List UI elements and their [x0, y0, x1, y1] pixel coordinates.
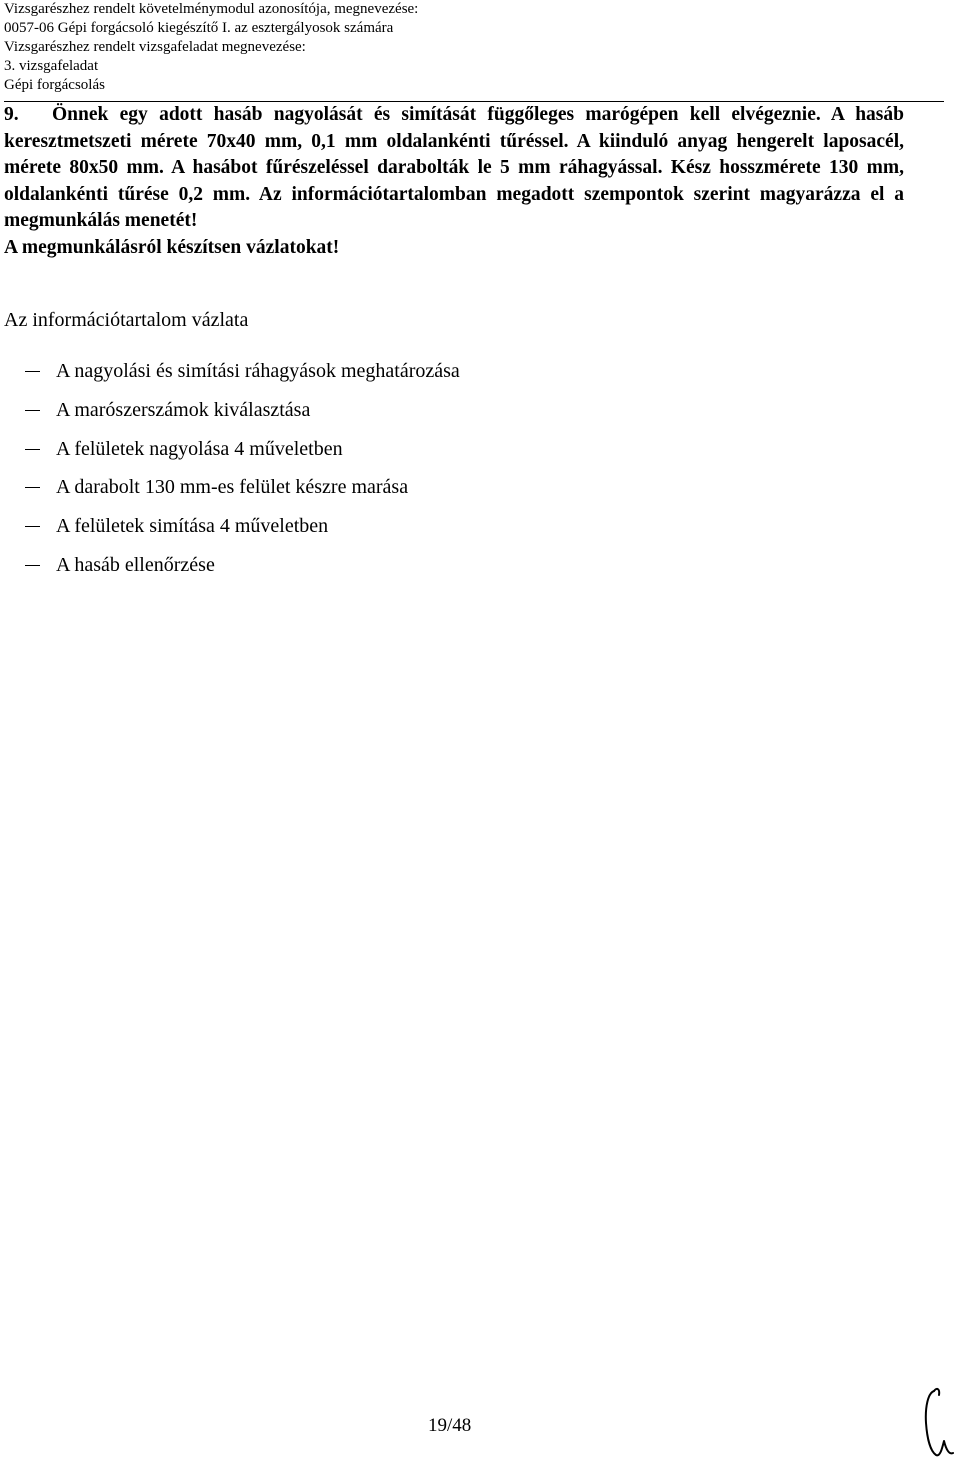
list-item-text: A felületek nagyolása 4 műveletben	[56, 437, 343, 460]
dash-bullet-icon	[25, 565, 40, 566]
signature-icon	[920, 1383, 956, 1461]
header-line-task-label: Vizsgarészhez rendelt vizsgafeladat megnevezése:	[4, 39, 306, 55]
header-line-module-code: 0057-06 Gépi forgácsoló kiegészítő I. az esztergályosok számára	[4, 20, 394, 36]
task-text: Önnek egy adott hasáb nagyolását és simítását függőleges marógépen kell elvégeznie. A hasáb keresztmetszeti mérete 70x40 mm, 0,1 mm oldalankénti tűréssel. A kiinduló anyag hengerelt laposacél, mérete 80x50 mm. A hasábot fűrészeléssel darabolták le 5 mm ráhagyással. Kész hosszmérete 130 mm, oldalankénti tűrése 0,2 mm. Az információtartalomban megadott szempontok szerint magyarázza el a megmunkálás menetét!	[4, 104, 904, 232]
list-item	[25, 397, 460, 436]
list-item-text: A hasáb ellenőrzése	[56, 553, 215, 576]
dash-bullet-icon	[25, 526, 40, 527]
outline-list	[25, 358, 460, 591]
list-item	[25, 513, 460, 552]
list-item	[25, 552, 460, 591]
task-instruction-sketch: A megmunkálásról készítsen vázlatokat!	[4, 236, 340, 258]
outline-title: Az információtartalom vázlata	[4, 309, 249, 331]
dash-bullet-icon	[25, 410, 40, 411]
dash-bullet-icon	[25, 449, 40, 450]
list-item-text: A nagyolási és simítási ráhagyások meghatározása	[56, 360, 460, 382]
header-line-subject: Gépi forgácsolás	[4, 77, 105, 93]
list-item	[25, 358, 460, 397]
header-line-module: Vizsgarészhez rendelt követelménymodul azonosítója, megnevezése:	[4, 1, 419, 17]
list-item-text: A felületek simítása 4 műveletben	[56, 515, 329, 538]
page-header	[4, 0, 944, 102]
list-item-text: A marószerszámok kiválasztása	[56, 398, 311, 421]
page-number: 19/48	[428, 1415, 472, 1436]
dash-bullet-icon	[25, 371, 40, 372]
task-description	[4, 102, 904, 262]
header-line-task-name: 3. vizsgafeladat	[4, 58, 99, 74]
list-item	[25, 474, 460, 513]
list-item-text: A darabolt 130 mm-es felület készre marása	[56, 476, 409, 499]
task-number: 9.	[4, 104, 19, 125]
dash-bullet-icon	[25, 487, 40, 488]
list-item	[25, 436, 460, 475]
